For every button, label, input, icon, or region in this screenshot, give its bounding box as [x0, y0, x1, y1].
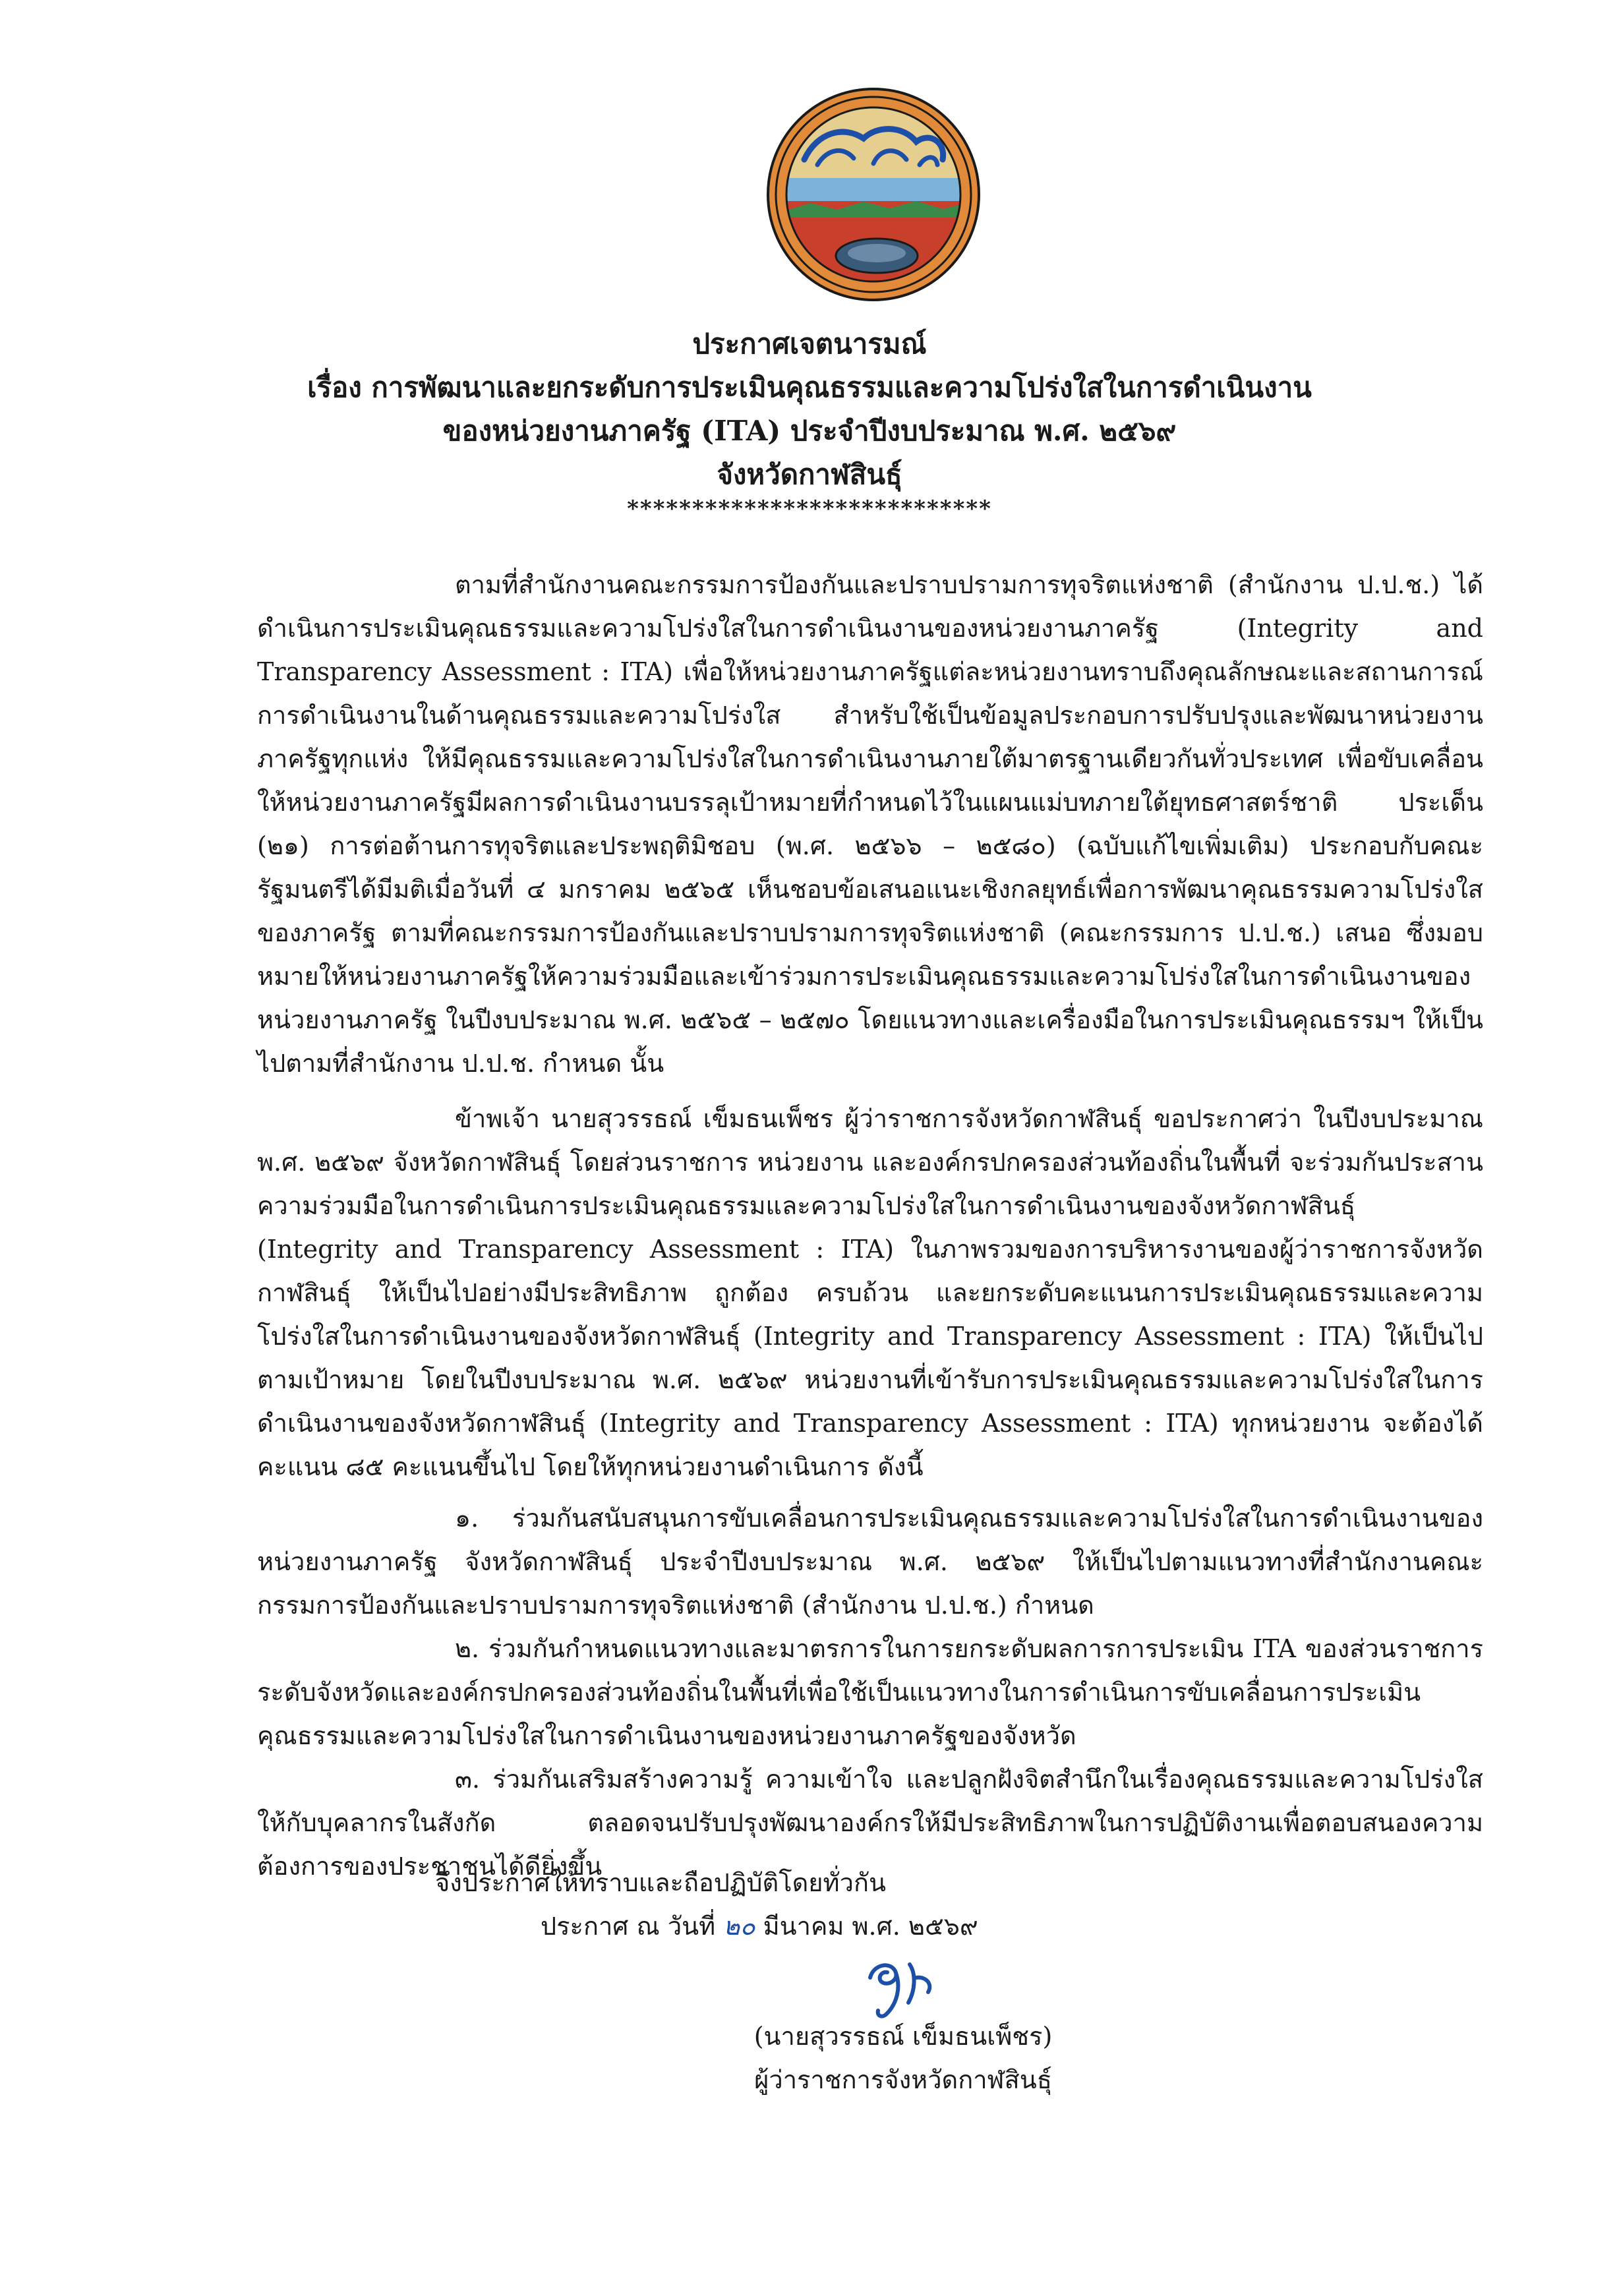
- date-prefix: ประกาศ ณ วันที่: [541, 1912, 724, 1941]
- paragraph-background: ตามที่สำนักงานคณะกรรมการป้องกันและปราบปรามการทุจริตแห่งชาติ (สำนักงาน ป.ป.ช.) ได้ดำเนินการประเมินคุณธรรมและความโปร่งใสในการดำเนินงานของหน่วยงานภาครัฐ (Integrity and Transparency Assessment : ITA) เพื่อให้หน่วยงานภาครัฐแต่ละหน่วยงานทราบถึงคุณลักษณะและสถานการณ์การดำเนินงานในด้านคุณธรรมและความโปร่งใส สำหรับใช้เป็นข้อมูลประกอบการปรับปรุงและพัฒนาหน่วยงานภาครัฐทุกแห่ง ให้มีคุณธรรมและความโปร่งใสในการดำเนินงานภายใต้มาตรฐานเดียวกันทั่วประเทศ เพื่อขับเคลื่อนให้หน่วยงานภาครัฐมีผลการดำเนินงานบรรลุเป้าหมายที่กำหนดไว้ในแผนแม่บทภายใต้ยุทธศาสตร์ชาติ ประเด็น (๒๑) การต่อต้านการทุจริตและประพฤติมิชอบ (พ.ศ. ๒๕๖๖ – ๒๕๘๐) (ฉบับแก้ไขเพิ่มเติม) ประกอบกับคณะรัฐมนตรีได้มีมติเมื่อวันที่ ๔ มกราคม ๒๕๖๕ เห็นชอบข้อเสนอแนะเชิงกลยุทธ์เพื่อการพัฒนาคุณธรรมความโปร่งใสของภาครัฐ ตามที่คณะกรรมการป้องกันและปราบปรามการทุจริตแห่งชาติ (คณะกรรมการ ป.ป.ช.) เสนอ ซึ่งมอบหมายให้หน่วยงานภาครัฐให้ความร่วมมือและเข้าร่วมการประเมินคุณธรรมและความโปร่งใสในการดำเนินงานของหน่วยงานภาครัฐ ในปีงบประมาณ พ.ศ. ๒๕๖๕ – ๒๕๗๐ โดยแนวทางและเครื่องมือในการประเมินคุณธรรมฯ ให้เป็นไปตามที่สำนักงาน ป.ป.ช. กำหนด นั้น: [257, 570, 1483, 1078]
- province-heading: จังหวัดกาฬสินธุ์: [717, 458, 902, 490]
- provincial-seal-emblem: [765, 86, 982, 303]
- list-item: ๓. ร่วมกันเสริมสร้างความรู้ ความเข้าใจ และปลูกฝังจิตสำนึกในเรื่องคุณธรรมและความโปร่งใสให้กับบุคลากรในสังกัด ตลอดจนปรับปรุงพัฒนาองค์กรให้มีประสิทธิภาพในการปฏิบัติงานเพื่อตอบสนองความต้องการของประชาชนได้ดียิ่งขึ้น: [257, 1765, 1483, 1881]
- list-item: ๑. ร่วมกันสนับสนุนการขับเคลื่อนการประเมินคุณธรรมและความโปร่งใสในการดำเนินงานของหน่วยงานภาครัฐ จังหวัดกาฬสินธุ์ ประจำปีงบประมาณ พ.ศ. ๒๕๖๙ ให้เป็นไปตามแนวทางที่สำนักงานคณะกรรมการป้องกันและปราบปรามการทุจริตแห่งชาติ (สำนักงาน ป.ป.ช.) กำหนด: [257, 1504, 1483, 1620]
- date-suffix: มีนาคม พ.ศ. ๒๕๖๙: [755, 1912, 978, 1941]
- signer-title: ผู้ว่าราชการจังหวัดกาฬสินธุ์: [754, 2065, 1052, 2094]
- announcement-title: ประกาศเจตนารมณ์: [692, 328, 927, 360]
- heading-separator: ****************************: [627, 496, 992, 522]
- date-day-handwritten: ๒๐: [723, 1912, 755, 1941]
- signer-name: (นายสุวรรธณ์ เข็มธนเพ็ชร): [753, 2022, 1053, 2051]
- closing-statement: จึงประกาศให้ทราบและถือปฏิบัติโดยทั่วกัน: [435, 1868, 886, 1897]
- handwritten-signature: [850, 1951, 949, 2024]
- announcement-date: [541, 1904, 978, 1948]
- subject-line-1: เรื่อง การพัฒนาและยกระดับการประเมินคุณธรรมและความโปร่งใสในการดำเนินงาน: [307, 371, 1312, 403]
- subject-line-2: ของหน่วยงานภาครัฐ (ITA) ประจำปีงบประมาณ พ.ศ. ๒๕๖๙: [442, 415, 1177, 447]
- list-item: ๒. ร่วมกันกำหนดแนวทางและมาตรการในการยกระดับผลการการประเมิน ITA ของส่วนราชการระดับจังหวัดและองค์กรปกครองส่วนท้องถิ่นในพื้นที่เพื่อใช้เป็นแนวทางในการดำเนินการขับเคลื่อนการประเมินคุณธรรมและความโปร่งใสในการดำเนินงานของหน่วยงานภาครัฐของจังหวัด: [257, 1634, 1483, 1750]
- paragraph-declaration: ข้าพเจ้า นายสุวรรธณ์ เข็มธนเพ็ชร ผู้ว่าราชการจังหวัดกาฬสินธุ์ ขอประกาศว่า ในปีงบประมาณ พ.ศ. ๒๕๖๙ จังหวัดกาฬสินธุ์ โดยส่วนราชการ หน่วยงาน และองค์กรปกครองส่วนท้องถิ่นในพื้นที่ จะร่วมกันประสานความร่วมมือในการดำเนินการประเมินคุณธรรมและความโปร่งใสในการดำเนินงานของจังหวัดกาฬสินธุ์ (Integrity and Transparency Assessment : ITA) ในภาพรวมของการบริหารงานของผู้ว่าราชการจังหวัดกาฬสินธุ์ ให้เป็นไปอย่างมีประสิทธิภาพ ถูกต้อง ครบถ้วน และยกระดับคะแนนการประเมินคุณธรรมและความโปร่งใสในการดำเนินงานของจังหวัดกาฬสินธุ์ (Integrity and Transparency Assessment : ITA) ให้เป็นไปตามเป้าหมาย โดยในปีงบประมาณ พ.ศ. ๒๕๖๙ หน่วยงานที่เข้ารับการประเมินคุณธรรมและความโปร่งใสในการดำเนินงานของจังหวัดกาฬสินธุ์ (Integrity and Transparency Assessment : ITA) ทุกหน่วยงาน จะต้องได้คะแนน ๘๕ คะแนนขึ้นไป โดยให้ทุกหน่วยงานดำเนินการ ดังนี้: [257, 1104, 1483, 1481]
